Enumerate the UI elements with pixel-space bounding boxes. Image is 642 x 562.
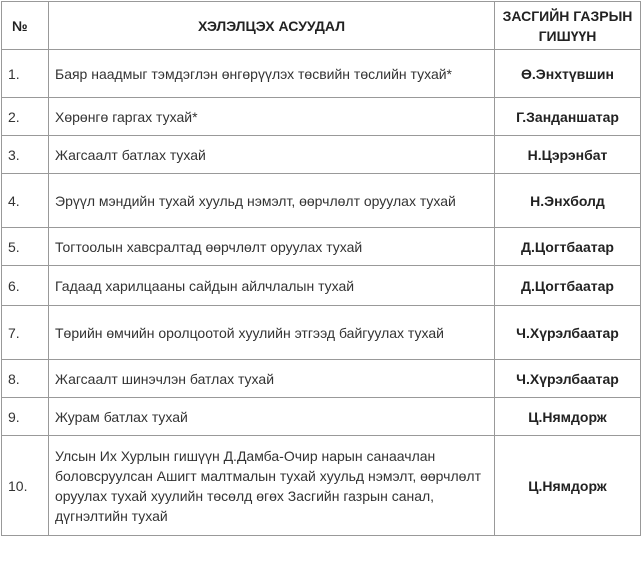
- row-minister: Д.Цогтбаатар: [495, 228, 641, 266]
- row-minister: Ч.Хүрэлбаатар: [495, 360, 641, 398]
- header-minister: ЗАСГИЙН ГАЗРЫН ГИШҮҮН: [495, 2, 641, 50]
- row-issue: Журам батлах тухай: [49, 398, 495, 436]
- agenda-table: [1, 1, 641, 536]
- row-minister: Н.Цэрэнбат: [495, 136, 641, 174]
- row-issue: Баяр наадмыг тэмдэглэн өнгөрүүлэх төсвийн төслийн тухай*: [49, 50, 495, 98]
- table-row: [2, 98, 641, 136]
- table-row: [2, 398, 641, 436]
- row-issue: Жагсаалт шинэчлэн батлах тухай: [49, 360, 495, 398]
- row-minister: Ц.Нямдорж: [495, 398, 641, 436]
- row-issue: Улсын Их Хурлын гишүүн Д.Дамба-Очир нарын санаачлан боловсруулсан Ашигт малтмалын тухай хуульд нэмэлт, өөрчлөлт оруулах тухай хуулийн төсөлд өгөх Засгийн газрын санал, дүгнэлтийн тухай: [49, 436, 495, 536]
- table-row: [2, 306, 641, 360]
- row-number: 6.: [2, 266, 49, 306]
- row-minister: Ч.Хүрэлбаатар: [495, 306, 641, 360]
- table-row: [2, 136, 641, 174]
- table-row: [2, 266, 641, 306]
- row-number: 3.: [2, 136, 49, 174]
- row-number: 2.: [2, 98, 49, 136]
- table-row: [2, 360, 641, 398]
- row-minister: Г.Занданшатар: [495, 98, 641, 136]
- row-number: 8.: [2, 360, 49, 398]
- row-issue: Хөрөнгө гаргах тухай*: [49, 98, 495, 136]
- table-row: [2, 50, 641, 98]
- row-issue: Эрүүл мэндийн тухай хуульд нэмэлт, өөрчлөлт оруулах тухай: [49, 174, 495, 228]
- row-number: 1.: [2, 50, 49, 98]
- header-issue: ХЭЛЭЛЦЭХ АСУУДАЛ: [49, 2, 495, 50]
- row-issue: Гадаад харилцааны сайдын айлчлалын тухай: [49, 266, 495, 306]
- row-number: 10.: [2, 436, 49, 536]
- row-issue: Жагсаалт батлах тухай: [49, 136, 495, 174]
- table-row: [2, 228, 641, 266]
- table-row: [2, 174, 641, 228]
- row-minister: Ц.Нямдорж: [495, 436, 641, 536]
- header-number: №: [2, 2, 49, 50]
- row-number: 9.: [2, 398, 49, 436]
- row-number: 5.: [2, 228, 49, 266]
- table-row: [2, 436, 641, 536]
- row-minister: Ө.Энхтүвшин: [495, 50, 641, 98]
- row-minister: Н.Энхболд: [495, 174, 641, 228]
- header-row: [2, 2, 641, 50]
- row-number: 4.: [2, 174, 49, 228]
- row-number: 7.: [2, 306, 49, 360]
- row-minister: Д.Цогтбаатар: [495, 266, 641, 306]
- row-issue: Тогтоолын хавсралтад өөрчлөлт оруулах тухай: [49, 228, 495, 266]
- row-issue: Төрийн өмчийн оролцоотой хуулийн этгээд байгуулах тухай: [49, 306, 495, 360]
